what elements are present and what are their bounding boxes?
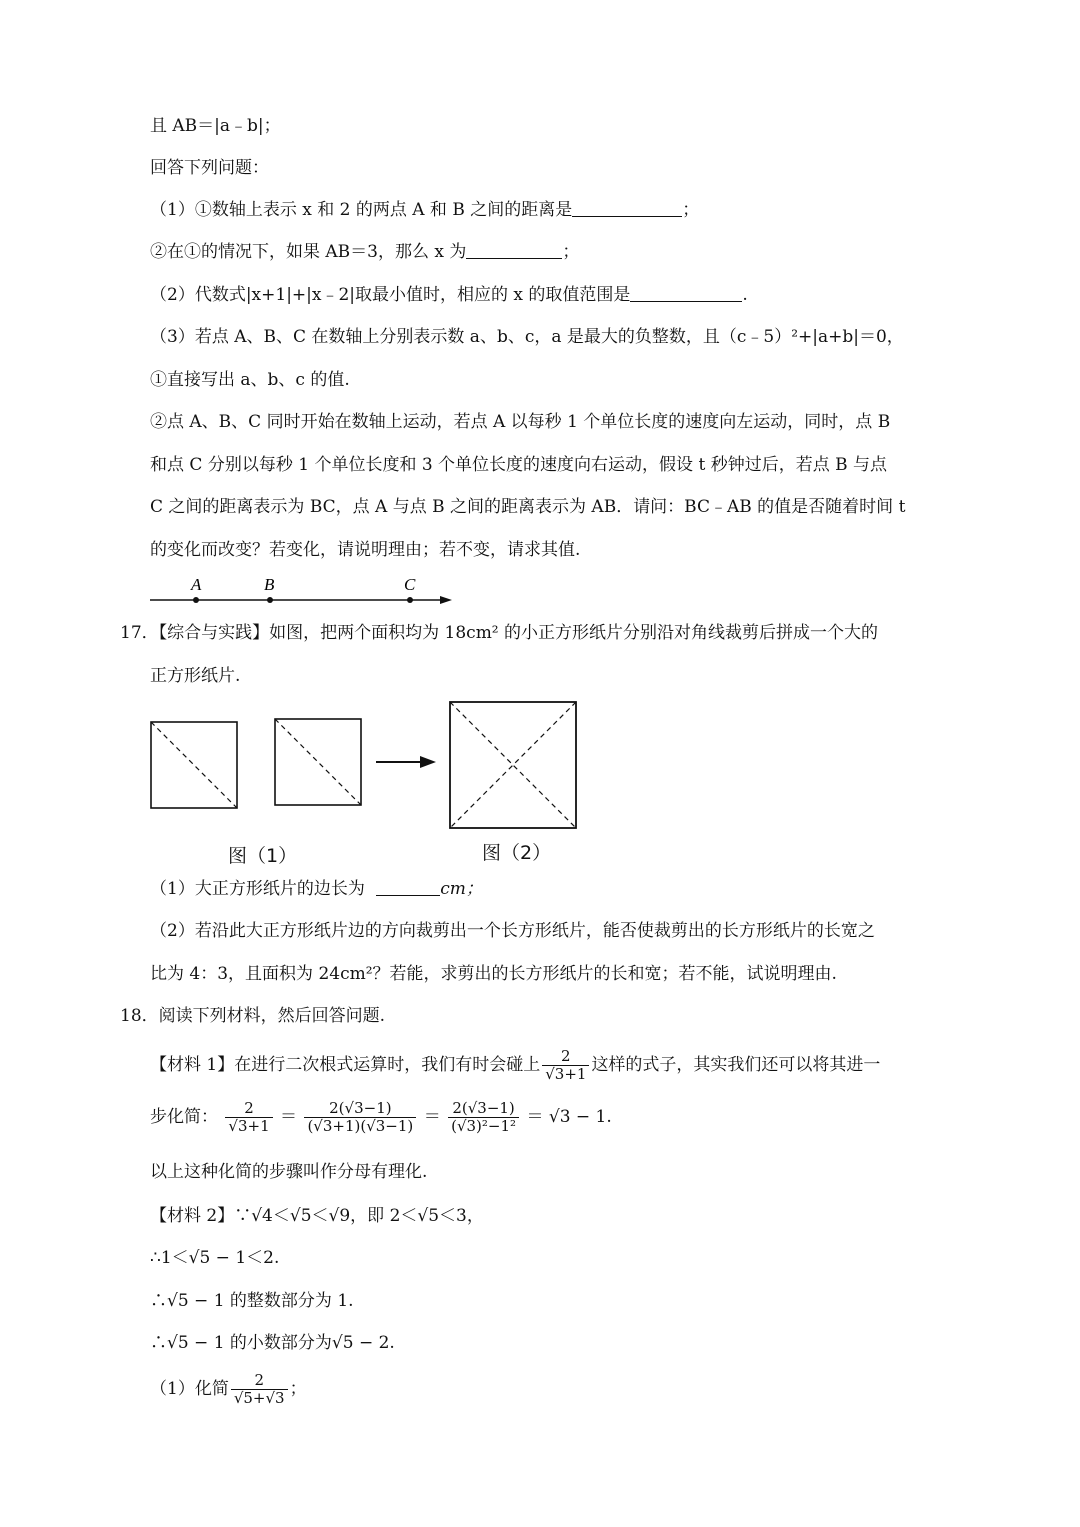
figure-1-caption: 图（1） bbox=[228, 845, 298, 867]
figure-2 bbox=[448, 700, 580, 832]
fraction bbox=[225, 1100, 272, 1135]
figure-1 bbox=[150, 718, 380, 818]
text: （1）大正方形纸片的边长为 bbox=[150, 879, 365, 899]
denominator: √3+1 bbox=[225, 1117, 272, 1135]
denominator: (√3+1)(√3−1) bbox=[304, 1117, 416, 1135]
diagonal-2 bbox=[275, 719, 361, 805]
text-line: 的变化而改变？若变化，请说明理由；若不变，请求其值. bbox=[150, 540, 581, 560]
arrow-icon bbox=[374, 752, 438, 772]
text-line: 比为 4：3，且面积为 24cm²？若能，求剪出的长方形纸片的长和宽；若不能，试说明理由. bbox=[150, 964, 837, 984]
material-2-line: 【材料 2】∵√4＜√5＜√9，即 2＜√5＜3， bbox=[150, 1206, 484, 1226]
answer-blank[interactable] bbox=[466, 242, 562, 259]
text: cm； bbox=[440, 879, 483, 899]
question-line bbox=[150, 283, 748, 307]
text: （1）①数轴上表示 x 和 2 的两点 A 和 B 之间的距离是 bbox=[150, 200, 573, 220]
text: ； bbox=[682, 200, 700, 220]
text: （1）化简 bbox=[150, 1379, 229, 1399]
text: 步化简： bbox=[150, 1107, 218, 1127]
question-line bbox=[150, 198, 699, 222]
text-line: 和点 C 分别以每秒 1 个单位长度和 3 个单位长度的速度向右运动，假设 t 秒钟过后，若点 B 与点 bbox=[150, 455, 887, 475]
material-1-line bbox=[150, 1048, 880, 1083]
fraction bbox=[304, 1100, 416, 1135]
big-square bbox=[450, 702, 576, 828]
question-line bbox=[150, 1372, 307, 1407]
text: （2）代数式|x+1|+|x﹣2|取最小值时，相应的 x 的取值范围是 bbox=[150, 285, 631, 305]
text-line: ∴1＜√5 − 1＜2. bbox=[150, 1248, 280, 1268]
label-a: A bbox=[191, 575, 202, 594]
text-line: ∴√5 − 1 的整数部分为 1. bbox=[150, 1291, 354, 1311]
simplify-line bbox=[150, 1100, 612, 1135]
point-b bbox=[267, 597, 273, 603]
text-line: ∴√5 − 1 的小数部分为√5 − 2. bbox=[150, 1333, 395, 1353]
question-line bbox=[150, 240, 579, 264]
question-line bbox=[150, 877, 483, 901]
fraction bbox=[542, 1048, 589, 1083]
number-line bbox=[146, 574, 466, 614]
numerator: 2 bbox=[244, 1099, 254, 1117]
numerator: 2(√3−1) bbox=[329, 1099, 392, 1117]
text: ②在①的情况下，如果 AB＝3，那么 x 为 bbox=[150, 242, 467, 262]
text-line: 以上这种化简的步骤叫作分母有理化. bbox=[150, 1162, 428, 1182]
number-line-arrow bbox=[440, 596, 452, 604]
text-line: 回答下列问题： bbox=[150, 158, 269, 178]
result: ＝ √3 − 1. bbox=[526, 1107, 612, 1127]
text-line: ②点 A、B、C 同时开始在数轴上运动，若点 A 以每秒 1 个单位长度的速度向左运动，同时，点 B bbox=[150, 412, 891, 432]
text-line: （3）若点 A、B、C 在数轴上分别表示数 a、b、c，a 是最大的负整数，且（c﹣5）²+|a+b|＝0， bbox=[150, 327, 904, 347]
point-c bbox=[407, 597, 413, 603]
text-line: ①直接写出 a、b、c 的值. bbox=[150, 370, 350, 390]
text: ； bbox=[562, 242, 580, 262]
question-17: 17．【综合与实践】如图，把两个面积均为 18cm² 的小正方形纸片分别沿对角线裁剪后拼成一个大的 bbox=[120, 623, 879, 643]
diagonal-1 bbox=[151, 722, 237, 808]
answer-blank[interactable] bbox=[572, 200, 682, 217]
denominator: √3+1 bbox=[542, 1065, 589, 1083]
figure-2-caption: 图（2） bbox=[482, 842, 552, 864]
diagonal-b bbox=[450, 702, 576, 828]
text-line: C 之间的距离表示为 BC，点 A 与点 B 之间的距离表示为 AB．请问：BC﹣AB 的值是否随着时间 t bbox=[150, 497, 906, 517]
text: . bbox=[742, 285, 748, 305]
point-a bbox=[193, 597, 199, 603]
diagonal-a bbox=[450, 702, 576, 828]
text: 这样的式子，其实我们还可以将其进一 bbox=[591, 1055, 881, 1075]
answer-blank[interactable] bbox=[630, 285, 742, 302]
label-b: B bbox=[264, 575, 275, 594]
denominator: √5+√3 bbox=[231, 1389, 288, 1407]
answer-blank[interactable] bbox=[376, 879, 440, 896]
text: ； bbox=[289, 1379, 307, 1399]
fraction bbox=[448, 1100, 519, 1135]
text-line: 正方形纸片. bbox=[150, 666, 241, 686]
equals: ＝ bbox=[423, 1107, 441, 1127]
text-line: 且 AB＝|a﹣b|； bbox=[150, 116, 281, 136]
text-line: （2）若沿此大正方形纸片边的方向裁剪出一个长方形纸片，能否使裁剪出的长方形纸片的长宽之 bbox=[150, 921, 875, 941]
numerator: 2 bbox=[254, 1371, 264, 1389]
label-c: C bbox=[404, 575, 416, 594]
question-18: 18．阅读下列材料，然后回答问题. bbox=[120, 1006, 386, 1026]
fraction bbox=[231, 1372, 288, 1407]
denominator: (√3)²−1² bbox=[448, 1117, 519, 1135]
numerator: 2(√3−1) bbox=[452, 1099, 515, 1117]
text: 【材料 1】在进行二次根式运算时，我们有时会碰上 bbox=[150, 1055, 541, 1075]
equals: ＝ bbox=[280, 1107, 298, 1127]
numerator: 2 bbox=[561, 1047, 571, 1065]
